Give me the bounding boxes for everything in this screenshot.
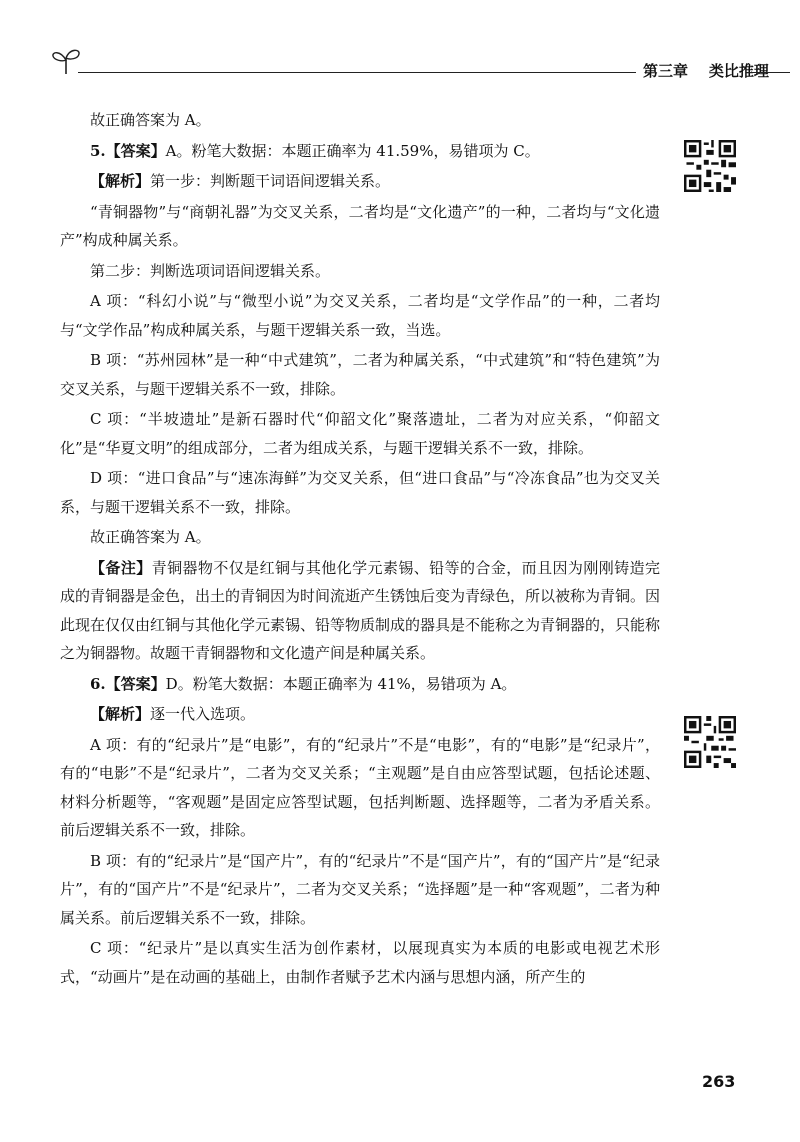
page-body: [60, 106, 660, 993]
answer-paragraph: 6.【答案】D。粉笔大数据：本题正确率为 41%，易错项为 A。: [90, 674, 517, 693]
qr-code-icon[interactable]: [684, 140, 736, 192]
answer-paragraph: 5.【答案】A。粉笔大数据：本题正确率为 41.59%，易错项为 C。: [90, 141, 540, 160]
paragraph: 第二步：判断选项词语间逻辑关系。: [90, 261, 331, 280]
answer-tag: 6.【答案】: [90, 674, 166, 693]
paragraph: 故正确答案为 A。: [90, 528, 211, 546]
page-header: [50, 42, 790, 82]
analysis-tag: 【解析】: [90, 172, 151, 190]
analysis-paragraph: 【解析】第一步：判断题干词语间逻辑关系。: [90, 172, 391, 190]
option-b-paragraph: B 项：“苏州园林”是一种“中式建筑”，二者为种属关系，“中式建筑”和“特色建筑”为交叉关系，与题干逻辑关系不一致，排除。: [60, 351, 660, 398]
option-a-paragraph: A 项：“科幻小说”与“微型小说”为交叉关系，二者均是“文学作品”的一种，二者均与“文学作品”构成种属关系，与题干逻辑关系一致，当选。: [60, 292, 660, 339]
option-b-paragraph: B 项：有的“纪录片”是“国产片”，有的“纪录片”不是“国产片”，有的“国产片”是“纪录片”，有的“国产片”不是“纪录片”，二者为交叉关系；“选择题”是一种“客观题”，二者为种属关系。前后逻辑关系不一致，排除。: [60, 851, 660, 927]
paragraph: 故正确答案为 A。: [90, 111, 211, 129]
option-a-paragraph: A 项：有的“纪录片”是“电影”，有的“纪录片”不是“电影”，有的“电影”是“纪录片”，有的“电影”不是“纪录片”，二者为交叉关系；“主观题”是自由应答型试题，包括论述题、材料分析题等，“客观题”是固定应答型试题，包括判断题、选择题等，二者为矛盾关系。前后逻辑关系不一致，排除。: [60, 735, 660, 839]
analysis-paragraph: 【解析】逐一代入选项。: [90, 705, 256, 723]
paragraph: “青铜器物”与“商朝礼器”为交叉关系，二者均是“文化遗产”的一种，二者均与“文化遗产”构成种属关系。: [60, 202, 660, 249]
header-rule-left: [78, 72, 636, 73]
option-c-paragraph: C 项：“纪录片”是以真实生活为创作素材，以展现真实为本质的电影或电视艺术形式，“动画片”是在动画的基础上，由制作者赋予艺术内涵与思想内涵，所产生的: [60, 939, 660, 986]
header-rule-right: [746, 72, 790, 73]
note-tag: 【备注】: [90, 558, 152, 577]
option-c-paragraph: C 项：“半坡遗址”是新石器时代“仰韶文化”聚落遗址，二者为对应关系，“仰韶文化”是“华夏文明”的组成部分，二者为组成关系，与题干逻辑关系不一致，排除。: [60, 410, 660, 457]
note-paragraph: 【备注】青铜器物不仅是红铜与其他化学元素锡、铅等的合金，而且因为刚刚铸造完成的青铜器是金色，出土的青铜因为时间流逝产生锈蚀后变为青绿色，所以被称为青铜。因此现在仅仅由红铜与其他化学元素锡、铅等物质制成的器具是不能称之为青铜器的，只能称之为铜器物。故题干青铜器物和文化遗产间是种属关系。: [60, 558, 661, 662]
option-d-paragraph: D 项：“进口食品”与“速冻海鲜”为交叉关系，但“进口食品”与“冷冻食品”也为交叉关系，与题干逻辑关系不一致，排除。: [60, 469, 660, 516]
page-number: 263: [702, 1072, 736, 1091]
analysis-tag: 【解析】: [90, 705, 151, 723]
qr-code-icon[interactable]: [684, 716, 736, 768]
answer-tag: 5.【答案】: [90, 141, 166, 160]
chapter-title: 第三章 类比推理: [643, 62, 769, 80]
